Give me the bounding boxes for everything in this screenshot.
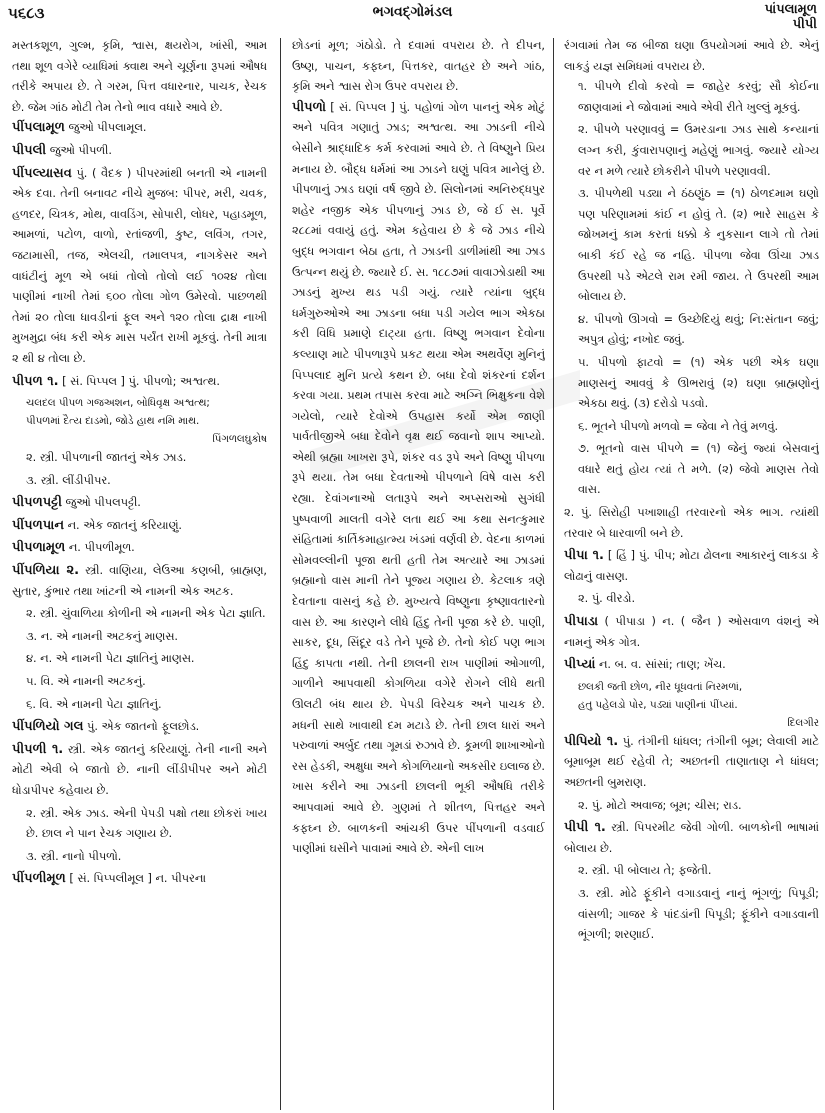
dictionary-entry [12,717,267,738]
entry-headword: પીંપળીમૂળ [12,871,66,887]
dictionary-entry [12,493,267,514]
sub-definition: ૨. સ્ત્રી. એક ઝાડ. એની પેપડી પક્ષો તથા છોકરાં ખાય છે. છાલ ને પાન રેચક ગણાય છે. [26,806,267,841]
page-number: ૫૬૮૩ [8,4,45,22]
sub-definition: ૪. પીપળો ઊગવો = ઉચ્છેદિયું થવું; નિ:સંતાન જવું; અપુત્ર હોવું; નખોદ જવું. [578,312,819,347]
dictionary-entry [564,612,819,653]
column-2 [292,36,545,1111]
dictionary-entry [12,561,267,602]
entry-headword: પીપળામૂળ [12,540,66,556]
sub-definition: ૩. સ્ત્રી. મોઢે ફૂંકીને વગાડવાનું નાનું ભૂંગળું; પિપૂડી; વાંસળી; ગાજર કે પાંદડાંની પિપૂડી; ફૂંકીને વગાડવાની ભૂંગળી; શરણાઈ. [578,886,819,942]
dictionary-entry [12,538,267,559]
page-header [0,0,825,34]
sub-definition: ૬. ભૂતને પીપળો મળવો = જેવા ને તેવું મળવું. [578,419,779,433]
quotation-line: હતુ પહેલડો પોર, પડ્યાં પાણીનાં પીંપ્યાં. [578,698,738,711]
dictionary-entry [12,516,267,537]
dictionary-entry [12,141,267,162]
sub-definition: ૨. પું. મોટો અવાજ; બૂમ; ચીસ; રાડ. [578,798,742,812]
entry-headword: પીપિયો ૧. [564,733,619,749]
entry-headword: પીંપળપાન [12,517,65,533]
entry-definition: [ સં. પિપ્પલ ] પું. પીપળો; અશ્વત્થ. [62,374,220,388]
entry-definition: જુઓ પીપલામૂલ. [68,121,147,135]
entry-definition: ન. પીપળીમૂળ. [68,541,135,555]
dictionary-entry [564,732,819,794]
sub-definition: ૬. વિ. એ નામની પેટા જ્ઞાતિનું. [26,697,162,711]
entry-headword: પીંપળિયા ૨. [12,563,80,579]
sub-definition: ૩. સ્ત્રી. નાનો પીપળો. [26,849,122,863]
dictionary-entry [12,869,267,890]
entry-definition: જુઓ પીપલપટ્ટી. [65,496,141,510]
sub-definition: ૨. સ્ત્રી. પીપળાની જાતનું એક ઝાડ. [26,451,187,465]
entry-definition: [ સં. પિપ્પલ ] પું. પહોળાં ગોળ પાનનું એક મોટું અને પવિત્ર ગણાતું ઝાડ; અશ્વત્થ. આ ઝાડની નીચે બેસીને શ્રાદ્ધાદિક કર્મ કરવામાં આવે છે. તે વિષ્ણુને પ્રિય મનાય છે. બૌદ્ધ ધર્મમાં આ ઝાડને ઘણું પવિત્ર માનેલું છે. પીપળાનું ઝાડ ઘણાં વર્ષ જીવે છે. સિલોનમાં અનિરુદ્ધપુર શહેર નજીક એક પીપળાનું ઝાડ છે, જે ઈ સ. પૂર્વે ૨૮૮માં વવાયું હતું. એમ કહેવાય છે કે જે ઝાડ નીચે બુદ્ધ ભગવાન બેઠા હતા, તે ઝાડની ડાળીમાંથી આ ઝાડ ઉત્પન્ન થયું છે. જ્યારે ઈ. સ. ૧૮૮૭માં વાવાઝોડાથી આ ઝાડનું મુખ્ય થડ પડી ગયું. ત્યારે ત્યાંના બુદ્ધ ધર્મગુરુઓએ આ ઝાડના બધા પડી ગયેલ ભાગ એકઠા કરી વિધિ પ્રમાણે દાટ્યા હતા. વિષ્ણુ ભગવાન દેવોના કલ્યાણ માટે પીપળારૂપે પ્રકટ થયા એમ અથર્વેણ મુનિનું પિપ્પલાદ મુનિ પ્રત્યે કથન છે. બધા દેવો શંકરનાં દર્શન કરવા ગયા. પ્રથમ તપાસ કરવા માટે અગ્નિ ભિક્ષુકના વેશે ગયેલો, ત્યારે દેવોએ ઉપહાસ કર્યો એમ જાણી પાર્વતીજીએ બધા દેવોને વૃક્ષ થઈ જવાનો શાપ આપ્યો. એથી બ્રહ્મા ખાખરા રૂપે, શંકર વડ રૂપે અને વિષ્ણુ પીપળા રૂપે થયા. તેમ બધા દેવતાઓ પીપળાને વિષે વાસ કરી રહ્યા. દેવાંગનાઓ લતારૂપે અને અપ્સરાઓ સુગંધી પુષ્પવાળી માલતી વગેરે લતા થઈ આ કથા સનત્કુમાર સંહિતામાં કાર્તિકમાહાત્મ્ય ખંડમાં વર્ણવી છે. વેદના કાળમાં સોમવલ્લીની પૂજા થતી હતી તેમ અત્યારે આ ઝાડમાં બ્રહ્માનો વાસ માની તેને પૂજ્ય ગણાય છે. કેટલાક ત્રણે દેવતાના વાસનું કહે છે. મુખ્યત્વે વિષ્ણુના કૃષ્ણાવતારનો વાસ છે. આ કારણને લીધે હિંદુ તેની પૂજા કરે છે. પાણી, સાકર, દૂધ, સિંદૂર વડે તેને પૂજે છે. તેનો કોઈ પણ ભાગ હિંદુ કાપતા નથી. તેની છાલની રાખ પાણીમાં ઓગાળી, ગાળીને આપવાથી કોગળિયા વગેરે રોગને લીધે થતી ઊલટી બંધ થાય છે. પેપડી વિરેચક અને પાચક છે. મધની સાથે ખાવાથી દમ મટાડે છે. તેની છાલ ધારાં અને પરુવાળાં અર્બુદ તથા ગૂમડાં રુઝાવે છે. કૂમળી શાખાઓનો રસ હેડકી, અક્ષુધા અને કોગળિયાનો અકસીર ઇલાજ છે. ખાસ કરીને આ ઝાડની છાલની ભૂકી ઔષધિ તરીકે આપવામાં આવે છે. ગુણમાં તે શીતળ, પિત્તહર અને કફઘ્ન છે. બાળકની આંચકી ઉપર પીંપળાની વડવાઈ પાણીમાં ઘસીને પાવામાં આવે છે. એની લાખ [292,100,545,856]
entry-definition: પું. એક જાતનો ફૂલછોડ. [87,720,200,734]
quotation-line: પીપળમાં દૈત્ય દાડમો, જોડે હાથ નમિ માથ. [26,415,200,428]
dictionary-entry [12,372,267,393]
sub-definition: ૨. સ્ત્રી. પી બોલાય તે; ફજેતી. [578,864,712,878]
entry-headword: પીપા ૧. [564,548,604,564]
entry-headword: પીંપલામૂળ [12,120,65,136]
entry-headword: પીપળી ૧. [12,741,64,757]
quotation [564,678,819,732]
column-1 [12,36,267,1111]
dictionary-entry [564,546,819,587]
quotation-line: ચલદલ પીપળ ગજઅશન, બોધિવૃક્ષ અશ્વત્થ; [26,397,210,410]
dictionary-entry [12,118,267,139]
quotation [12,394,267,448]
book-title: ભગવદ્ગોમંડલ [372,4,453,20]
quotation-line: છલકી જતી છોળ, નીર ધૂધવતાં નિરમળાં, [578,680,743,693]
sub-definition: ૧. પીપળે દીવો કરવો = જાહેર કરવું; સૌ કોઈના જાણવામાં ને જોવામાં આવે એવી રીતે ખુલ્લું મૂકવું. [578,80,819,114]
entry-definition: પું. તંગીની ધાંધલ; તંગીની બૂમ; લેવાલી માટે બૂમાબૂમ થઈ રહેવી તે; અછતની તાણાતાણ ને ધાંધલ; અછતની બુમરાણ. [564,734,819,789]
sub-definition: ૨. પું. સિરોહી પખાશાહી તરવારનો એક ભાગ. ત્યાંથી તરવાર બે ધારવાળી બને છે. [564,506,819,540]
continued-text: મસ્તકશૂળ, ગુલ્મ, કૃમિ, શ્વાસ, ક્ષયરોગ, ખાંસી, આમ તથા શૂળ વગેરે વ્યાધિમાં ક્વાથ અને ચૂર્ણના રૂપમાં ઔષધ તરીકે અપાય છે. તે ગરમ, પિત્ત વધારનાર, પાચક, રેચક છે. જેમ ગાંઠ મોટી તેમ તેનો ભાવ વધારે આવે છે. [12,39,267,114]
guide-word-first: પાંપલામૂળ [764,2,817,17]
entry-headword: પીપળપટ્ટી [12,495,62,511]
dictionary-entry [12,740,267,802]
sub-definition: ૩. પીપળેથી પડ્યા ને ઠંઠણુંઠ = (૧) ઠોળદમામ ઘણો પણ પરિણામમાં કાંઈ ન હોવું તે. (૨) ભારે સાહસ કે જોખમનું કામ કરતાં ધક્કો કે નુકસાન લાગે તો તેમાં બાકી કંઈ રહે જ નહિ. પીપળા જેવા ઊંચા ઝાડ ઉપરથી પડે એટલે રામ રમી જાય. તે ઉપરથી આમ બોલાય છે. [578,187,819,304]
dictionary-entry [564,655,819,676]
entry-definition: ન. બ. વ. સાંસાં; તાણ; ખેંચ. [599,658,726,672]
entry-headword: પીંપળિયો ગલ [12,719,84,735]
entry-headword: પીંપલ્યાસવ [12,165,72,181]
quotation-source: દિલગીર [787,716,819,729]
dictionary-entry [12,164,267,370]
guide-words [765,2,817,32]
sub-definition: ૨. પું. વીરડો. [578,592,636,606]
entry-definition: સ્ત્રી. વાણિયા, લેઉઆ કણબી, બ્રાહ્મણ, સુતાર, કુંભાર તથા ખાંટની એ નામની એક અટક. [12,564,267,598]
entry-definition: [ સં. પિપ્પલીમૂલ ] ન. પીપરના [69,872,207,886]
sub-definition: ૨. સ્ત્રી. ચુંવાળિયા કોળીની એ નામની એક પેટા જ્ઞાતિ. [26,607,266,621]
entry-definition: સ્ત્રી. પિપરમીટ જેવી ગોળી. બાળકોની ભાષામાં બોલાય છે. [564,821,819,855]
column-divider [280,38,281,1110]
continued-text: રંગવામાં તેમ જ બીજા ઘણા ઉપયોગમાં આવે છે. એનું લાકડું યજ્ઞ સમિધમાં વપરાય છે. [564,39,819,73]
sub-definition: ૩. ન. એ નામની અટકનું માણસ. [26,629,179,643]
sub-definition: ૫. વિ. એ નામની અટકનું. [26,675,146,689]
column-divider [553,38,554,1110]
entry-headword: પીપી ૧. [564,820,606,836]
dictionary-entry [292,98,545,860]
entry-definition: પું. ( વૈદક ) પીપરમાંથી બનતી એ નામની એક દવા. તેની બનાવટ નીચે મુજબ: પીપર, મરી, ચવક, હળદર, ચિત્રક, મોથ, વાવડિંગ, સોપારી, લોધર, પહાડમૂળ, આમળાં, પટોળ, વાળો, રતાંજળી, કુષ્ટ, લવિંગ, તગર, જટામાસી, તજ, એલચી, તમાલપત્ર, નાગકેસર અને વાધંટીનું મૂળ એ બધાં તોલો તોલો લઈ ૧૦૨૪ તોલા પાણીમાં નાખી તેમાં ૬૦૦ તોલા ગોળ ઉમેરવો. પાછળથી તેમાં ૨૦ તોલા ધાવડીનાં ફૂલ અને ૧૨૦ તોલા દ્રાક્ષ નાખી મુખમુદ્રા બંધ કરી એક માસ પર્યંત રાખી મૂકવું. તેની માત્રા ૨ થી ૪ તોલા છે. [12,166,267,365]
entry-headword: પીપાડા [564,614,599,630]
sub-definition: ૩. સ્ત્રી. લીંડીપીપર. [26,473,111,487]
entry-headword: પીપળ ૧. [12,373,59,389]
sub-definition: ૭. ભૂતનો વાસ પીપળે = (૧) જેનું જ્યાં બેસવાનું વધારે થતું હોય ત્યાં તે મળે. (૨) જેવો માણસ તેવો વાસ. [578,442,819,497]
entry-definition: ( પીપાડા ) ન. ( જૈન ) ઓસવાળ વંશનું એ નામનું એક ગોત્ર. [564,615,819,649]
entry-definition: સ્ત્રી. એક જાતનું કરિયાણું. તેની નાની અને મોટી એવી બે જાતો છે. નાની લીંડીપીપર અને મોટી ધોડાપીપર કહેવાય છે. [12,742,267,797]
continued-text: છોડનાં મૂળ; ગંઠોડો. તે દવામાં વપરાય છે. તે દીપન, ઉષ્ણ, પાચન, કફઘ્ન, પિત્તકર, વાતહર છે અને ગાંઠ, કૃમિ અને શ્વાસ રોગ ઉપર વપરાય છે. [292,39,545,94]
entry-headword: પીપળો [292,99,326,115]
guide-word-last: પીપી [792,17,817,32]
quotation-source: પિંગળલઘુકોષ [212,433,267,446]
sub-definition: ૪. ન. એ નામની પેટા જ્ઞાતિનું માણસ. [26,652,195,666]
sub-definition: ૫. પીપળો ફાટવો = (૧) એક પછી એક ઘણા માણસનું આવવું કે ઊભરાવું (૨) ઘણા બ્રાહ્મણોનું એકઠા થવું. (૩) દરોડો પડવો. [578,355,819,411]
entry-definition: [ હિં ] પું. પીપ; મોટા ઢોલના આકારનું લાકડા કે લોઢાનું વાસણ. [564,549,819,583]
column-3 [564,36,819,1111]
dictionary-entry [564,818,819,859]
sub-definition: ૨. પીપળે પરણાવવું = ઉમરડાના ઝાડ સાથે કન્યાનાં લગ્ન કરી, કુંવારાપણાનું મહેણું ભાગવું. જ્યારે યોગ્ય વર ન મળે ત્યારે છોકરીને પીપળે પરણાવવી. [578,123,819,178]
entry-headword: પીપલી [12,142,47,158]
entry-headword: પીપ્યાં [564,657,596,673]
entry-definition: જુઓ પીપળી. [49,143,112,157]
entry-definition: ન. એક જાતનું કરિયાણું. [67,518,183,532]
